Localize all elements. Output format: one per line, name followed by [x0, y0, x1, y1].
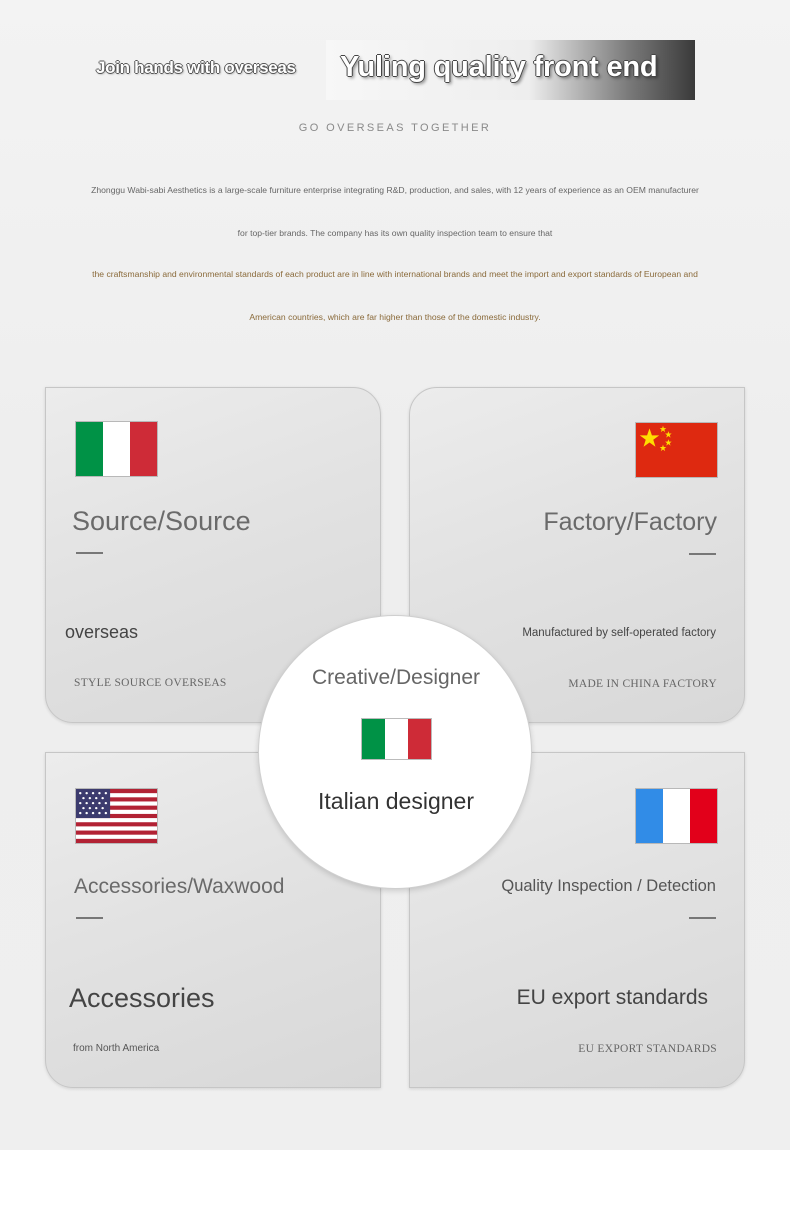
card-factory-title: Factory/Factory	[543, 508, 717, 536]
usa-flag-icon	[75, 788, 158, 844]
card-quality-title: Quality Inspection / Detection	[501, 877, 716, 895]
intro-line-4: American countries, which are far higher than those of the domestic industry.	[249, 312, 541, 322]
card-quality-divider	[689, 917, 716, 919]
card-quality-text: EU export standards	[516, 986, 708, 1009]
china-flag-icon	[635, 422, 718, 478]
france-flag-icon	[635, 788, 718, 844]
card-quality-footer: EU EXPORT STANDARDS	[578, 1043, 717, 1055]
card-factory-text: Manufactured by self-operated factory	[522, 627, 716, 639]
italy-flag-icon	[75, 421, 158, 477]
header-slogan-left: Join hands with overseas	[96, 58, 296, 77]
center-title: Creative/Designer	[311, 666, 481, 689]
card-factory-footer: MADE IN CHINA FACTORY	[568, 678, 717, 690]
card-accessories-text: Accessories	[69, 983, 215, 1013]
italy-flag-icon	[361, 718, 432, 760]
header-slogan-right: Yuling quality front end	[340, 51, 658, 83]
card-source-text: overseas	[65, 622, 139, 642]
card-accessories-divider	[76, 917, 103, 919]
card-accessories-footer: from North America	[73, 1043, 160, 1054]
card-source-footer: STYLE SOURCE OVERSEAS	[74, 677, 227, 689]
intro-line-2: for top-tier brands. The company has its own quality inspection team to ensure that	[237, 228, 553, 238]
card-factory-divider	[689, 553, 716, 555]
header-subtitle: GO OVERSEAS TOGETHER	[298, 122, 492, 134]
card-accessories-title: Accessories/Waxwood	[74, 875, 285, 898]
center-subtitle: Italian designer	[318, 788, 474, 814]
intro-line-1: Zhonggu Wabi-sabi Aesthetics is a large-scale furniture enterprise integrating R&D, production, and sales, with 12 years of experience as an OEM manufacturer	[91, 185, 699, 195]
card-source-title: Source/Source	[72, 506, 251, 536]
intro-line-3: the craftsmanship and environmental standards of each product are in line with international brands and meet the import and export standards of European and	[92, 269, 698, 279]
card-source-divider	[76, 552, 103, 554]
center-designer-circle	[258, 615, 532, 889]
